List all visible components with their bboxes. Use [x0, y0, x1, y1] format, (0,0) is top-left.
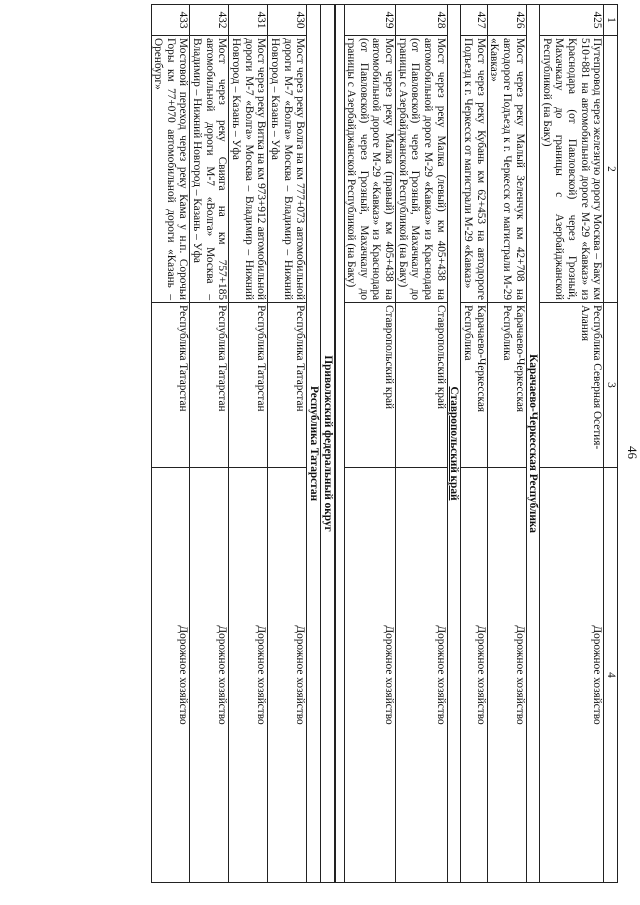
row-number: 431	[229, 5, 268, 36]
row-region: Республика Татарстан	[268, 303, 307, 468]
row-sector: Дорожное хозяйство	[396, 468, 448, 883]
district-title: Приволжский федеральный округ	[320, 5, 334, 883]
row-object: Мост через реку Витка на км 973+912 автомобильной дороги М-7 «Волга» Москва – Владимир – Нижний Новгород – Казань – Уфа	[229, 36, 268, 303]
row-number: 432	[190, 5, 229, 36]
row-sector: Дорожное хозяйство	[540, 468, 604, 883]
district-row	[320, 5, 334, 883]
row-region: Карачаево-Черкесская Республика	[487, 303, 526, 468]
row-sector: Дорожное хозяйство	[190, 468, 229, 883]
row-region: Республика Татарстан	[190, 303, 229, 468]
row-object: Мост через реку Кубань км 62+453 на автодороге Подъезд к г. Черкесск от магистрали М-29 «Кавказ»	[461, 36, 487, 303]
page-number: 46	[625, 446, 640, 459]
header-col-2: 2	[604, 36, 618, 303]
table-row	[540, 5, 604, 883]
section-title-text: Ставропольский край	[448, 386, 461, 501]
row-object: Мостовой переход через реку Кама у н.п. Сорочьи Горы км 77+070 автомобильной дороги «Казань – Оренбург»	[151, 36, 190, 303]
row-object: Мост через реку Свияга на км 757+185 автомобильной дороги М-7 «Волга» Москва – Владимир – Нижний Новгород – Казань – Уфа	[190, 36, 229, 303]
table-row	[344, 5, 396, 883]
row-region: Республика Северная Осетия-Алания	[540, 303, 604, 468]
objects-table	[151, 4, 618, 883]
section-title-text: Карачаево-Черкесская Республика	[527, 354, 540, 533]
row-number: 430	[268, 5, 307, 36]
row-object: Мост через реку Малый Зеленчук км 42+708 на автодороге Подъезд к г. Черкесск от магистрали М-29 «Кавказ»	[487, 36, 526, 303]
table-row	[268, 5, 307, 883]
row-number: 433	[151, 5, 190, 36]
row-number: 426	[487, 5, 526, 36]
section-title-text: Республика Татарстан	[307, 385, 320, 502]
row-number: 425	[540, 5, 604, 36]
row-sector: Дорожное хозяйство	[229, 468, 268, 883]
row-object: Мост через реку Волга на км 777+073 автомобильной дороги М-7 «Волга» Москва – Владимир – Нижний Новгород – Казань – Уфа	[268, 36, 307, 303]
row-number: 429	[344, 5, 396, 36]
row-region: Республика Татарстан	[151, 303, 190, 468]
spacer-cell	[335, 5, 345, 883]
row-region: Ставропольский край	[344, 303, 396, 468]
table-row	[461, 5, 487, 883]
row-number: 428	[396, 5, 448, 36]
section-row	[307, 5, 321, 883]
section-row	[526, 5, 540, 883]
section-title	[526, 5, 540, 883]
table-row	[151, 5, 190, 883]
row-sector: Дорожное хозяйство	[461, 468, 487, 883]
row-number: 427	[461, 5, 487, 36]
row-object: Мост через реку Малка (левый) км 405+438 на автомобильной дороге М-29 «Кавказ» из Краснодара (от Павловской) через Грозный, Махачкалу до границы с Азербайджанской Республикой (на Баку)	[396, 36, 448, 303]
row-object: Путепровод через железную дорогу Москва – Баку км 510+881 на автомобильной дороге М-29 «Кавказ» из Краснодара (от Павловской) через Грозный, Махачкалу до границы с Азербайджанской Республикой (на Баку)	[540, 36, 604, 303]
table-row	[229, 5, 268, 883]
spacer-row	[335, 5, 345, 883]
header-col-3: 3	[604, 303, 618, 468]
section-row	[447, 5, 461, 883]
row-sector: Дорожное хозяйство	[151, 468, 190, 883]
table-header-row	[604, 5, 618, 883]
table-row	[396, 5, 448, 883]
header-col-1: 1	[604, 5, 618, 36]
header-col-4: 4	[604, 468, 618, 883]
section-title	[307, 5, 321, 883]
row-region: Карачаево-Черкесская Республика	[461, 303, 487, 468]
section-title	[447, 5, 461, 883]
row-region: Ставропольский край	[396, 303, 448, 468]
row-sector: Дорожное хозяйство	[268, 468, 307, 883]
row-region: Республика Татарстан	[229, 303, 268, 468]
table-row	[190, 5, 229, 883]
row-sector: Дорожное хозяйство	[344, 468, 396, 883]
row-object: Мост через реку Малка (правый) км 405+438 на автомобильной дороге М-29 «Кавказ» из Краснодара (от Павловской) через Грозный, Махачкалу до границы с Азербайджанской Республикой (на Баку)	[344, 36, 396, 303]
table-row	[487, 5, 526, 883]
row-sector: Дорожное хозяйство	[487, 468, 526, 883]
